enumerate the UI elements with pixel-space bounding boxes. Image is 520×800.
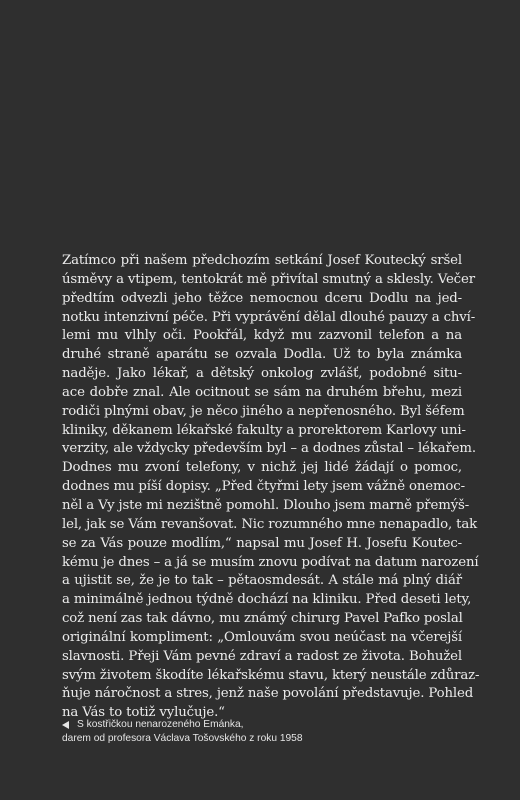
paragraph-line: naděje. Jako lékař, a dětský onkolog zvlášť, podobné situ- <box>62 366 462 382</box>
paragraph-line: Zatímco při našem předchozím setkání Josef Koutecký sršel <box>62 253 462 268</box>
paragraph-line: slavnosti. Přeji Vám pevné zdraví a radost ze života. Bohužel <box>62 648 462 664</box>
paragraph-line: lel, jak se Vám revanšovat. Nic rozumného mne nenapadlo, tak <box>62 516 478 532</box>
body-paragraph <box>62 252 480 723</box>
caption-line-2: darem od profesora Václava Tošovského z roku 1958 <box>62 733 303 744</box>
paragraph-line: druhé straně aparátu se ozvala Dodla. Už to byla známka <box>62 347 462 363</box>
paragraph-line: předtím odvezli jeho těžce nemocnou dceru Dodlu na jed- <box>62 290 462 306</box>
paragraph-line: originální kompliment: „Omlouvám svou neúčast na včerejší <box>62 629 462 645</box>
paragraph-line: což není zas tak dávno, mu známý chirurg Pavel Pafko poslal <box>62 611 463 627</box>
paragraph-line: na Vás to totiž vylučuje.“ <box>62 705 225 721</box>
paragraph-line: Dodnes mu zvoní telefony, v nichž jej lidé žádají o pomoc, <box>62 460 462 476</box>
paragraph-line: něl a Vy jste mi nezištně pomohl. Dlouho jsem marně přemýš- <box>62 497 470 513</box>
paragraph-line: se za Vás pouze modlím,“ napsal mu Josef H. Josefu Koutec- <box>62 535 462 551</box>
paragraph-line: kliniky, děkanem lékařské fakulty a prorektorem Karlovy uni- <box>62 422 466 438</box>
paragraph-line: úsměvy a vtipem, tentokrát mě přivítal smutný a sklesly. Večer <box>62 271 475 287</box>
paragraph-line: ace dobře znal. Ale ocitnout se sám na druhém břehu, mezi <box>62 384 462 400</box>
paragraph-line: a minimálně jednou týdně dochází na kliniku. Před deseti lety, <box>62 592 472 608</box>
photo-caption <box>62 718 482 746</box>
paragraph-line: kému je dnes – a já se musím znovu podívat na datum narození <box>62 554 479 570</box>
paragraph-line: ňuje náročnost a stres, jenž naše povolání představuje. Pohled <box>62 686 474 702</box>
paragraph-line: verzity, ale vždycky především byl – a dodnes zůstal – lékařem. <box>62 441 476 457</box>
paragraph-line: svým životem škodíte lékařskému stavu, který neustále zdůraz- <box>62 667 480 683</box>
caption-line-1: S kostřičkou nenarozeného Emánka, <box>77 719 244 730</box>
paragraph-line: a ujistit se, že je to tak – pětaosmdesát. A stále má plný diář <box>62 573 462 589</box>
paragraph-line: dodnes mu píší dopisy. „Před čtyřmi lety jsem vážně onemoc- <box>62 479 465 495</box>
paragraph-line: lemi mu vlhly oči. Pookřál, když mu zazvonil telefon a na <box>62 328 462 344</box>
left-triangle-icon <box>62 721 69 729</box>
paragraph-line: notku intenzivní péče. Při vyprávění dělal dlouhé pauzy a chví- <box>62 309 476 325</box>
paragraph-line: rodiči plnými obav, je něco jiného a nepřenosného. Byl šéfem <box>62 403 465 419</box>
